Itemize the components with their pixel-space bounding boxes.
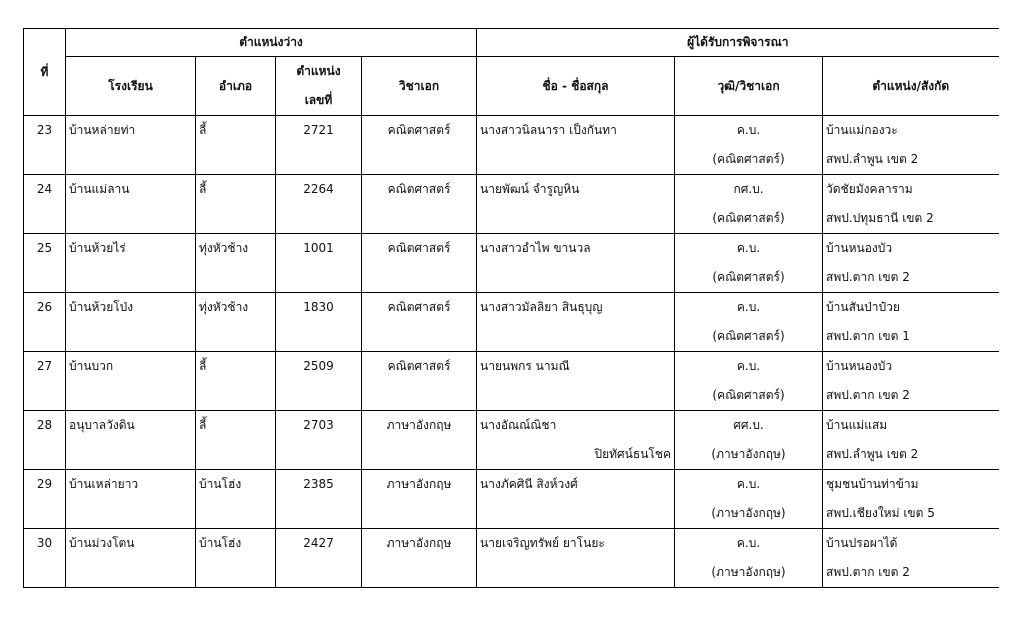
degree-major-text: (คณิตศาสตร์)	[712, 270, 785, 284]
school-cell: บ้านม่วงโตน	[66, 529, 196, 588]
current-school-text: บ้านแม่กองวะ	[826, 123, 898, 137]
col-no-header: ที่	[24, 29, 66, 116]
position-no-cell: 2509	[276, 352, 362, 411]
position-no-cell: 2703	[276, 411, 362, 470]
degree-text: ค.บ.	[736, 359, 761, 373]
current-post-cell	[823, 411, 999, 470]
table-row	[24, 234, 999, 293]
school-cell: บ้านหล่ายท่า	[66, 116, 196, 175]
table-row	[24, 411, 999, 470]
district-header: อำเภอ	[196, 57, 276, 116]
current-school-text: ชุมชนบ้านท่าข้าม	[826, 477, 919, 491]
name-text-continued	[480, 145, 671, 174]
vacancy-group-header: ตำแหน่งว่าง	[66, 29, 477, 57]
position-no-cell: 2427	[276, 529, 362, 588]
district-cell: ลี้	[196, 411, 276, 470]
district-cell: บ้านโฮ่ง	[196, 470, 276, 529]
current-school-text: วัดชัยมังคลาราม	[826, 182, 913, 196]
position-no-cell: 2721	[276, 116, 362, 175]
document-page	[23, 28, 998, 588]
degree-header: วุฒิ/วิชาเอก	[675, 57, 823, 116]
degree-cell	[675, 293, 823, 352]
position-no-cell: 2385	[276, 470, 362, 529]
position-no-cell: 1830	[276, 293, 362, 352]
office-text: สพป.ตาก เขต 2	[826, 565, 910, 579]
degree-cell	[675, 175, 823, 234]
degree-major-text: (ภาษาอังกฤษ)	[711, 447, 786, 461]
school-cell: บ้านห้วยโป่ง	[66, 293, 196, 352]
name-text-continued	[480, 558, 671, 587]
office-text: สพป.ลำพูน เขต 2	[826, 447, 919, 461]
row-number: 24	[24, 175, 66, 234]
school-cell: บ้านบวก	[66, 352, 196, 411]
position-no-cell: 1001	[276, 234, 362, 293]
assignment-table	[23, 28, 999, 588]
row-number: 28	[24, 411, 66, 470]
major-cell: คณิตศาสตร์	[362, 352, 477, 411]
district-cell: ทุ่งหัวช้าง	[196, 293, 276, 352]
degree-major-text: (คณิตศาสตร์)	[712, 152, 785, 166]
degree-major-text: (ภาษาอังกฤษ)	[711, 506, 786, 520]
degree-cell	[675, 352, 823, 411]
current-post-cell	[823, 529, 999, 588]
current-post-cell	[823, 470, 999, 529]
degree-cell	[675, 470, 823, 529]
degree-major-text: (คณิตศาสตร์)	[712, 211, 785, 225]
district-cell: ลี้	[196, 352, 276, 411]
name-cell	[477, 175, 675, 234]
current-post-cell	[823, 293, 999, 352]
degree-text: กศ.บ.	[733, 182, 764, 196]
degree-cell	[675, 116, 823, 175]
name-text: นางภัคศินี สิงห์วงศ์	[480, 477, 578, 491]
district-cell: ทุ่งหัวช้าง	[196, 234, 276, 293]
current-post-cell	[823, 234, 999, 293]
name-cell	[477, 352, 675, 411]
table-row	[24, 352, 999, 411]
degree-text: ศศ.บ.	[733, 418, 764, 432]
office-text: สพป.ตาก เขต 1	[826, 329, 910, 343]
name-text-continued	[480, 499, 671, 528]
major-cell: คณิตศาสตร์	[362, 116, 477, 175]
name-text: นางอัณณ์ณิชา	[480, 418, 557, 432]
name-text: นางสาวอำไพ ขานวล	[480, 241, 591, 255]
district-cell: ลี้	[196, 175, 276, 234]
degree-cell	[675, 529, 823, 588]
name-cell	[477, 116, 675, 175]
degree-text: ค.บ.	[736, 477, 761, 491]
degree-cell	[675, 234, 823, 293]
school-cell: บ้านเหล่ายาว	[66, 470, 196, 529]
current-school-text: บ้านปรอผาได้	[826, 536, 898, 550]
major-cell: ภาษาอังกฤษ	[362, 470, 477, 529]
position-no-header-line2: เลขที่	[304, 93, 333, 107]
school-cell: อนุบาลวังดิน	[66, 411, 196, 470]
name-text: นายพัฒน์ จำรูญหิน	[480, 182, 580, 196]
current-school-text: บ้านแม่แสม	[826, 418, 888, 432]
current-school-text: บ้านหนองบัว	[826, 359, 893, 373]
table-row	[24, 116, 999, 175]
current-post-cell	[823, 116, 999, 175]
major-cell: คณิตศาสตร์	[362, 175, 477, 234]
degree-cell	[675, 411, 823, 470]
table-row	[24, 293, 999, 352]
column-header-row	[24, 57, 999, 116]
degree-text: ค.บ.	[736, 241, 761, 255]
name-text-continued	[480, 263, 671, 292]
current-school-text: บ้านหนองบัว	[826, 241, 893, 255]
name-text: นางสาวมัลลิยา สินธุบุญ	[480, 300, 603, 314]
degree-text: ค.บ.	[736, 123, 761, 137]
degree-major-text: (คณิตศาสตร์)	[712, 388, 785, 402]
name-text: นางสาวนิลนารา เป็งกันทา	[480, 123, 617, 137]
name-text: นายเจริญทรัพย์ ยาโนยะ	[480, 536, 605, 550]
office-text: สพป.ลำพูน เขต 2	[826, 152, 919, 166]
current-post-cell	[823, 175, 999, 234]
row-number: 26	[24, 293, 66, 352]
major-cell: คณิตศาสตร์	[362, 234, 477, 293]
degree-text: ค.บ.	[736, 300, 761, 314]
name-text-continued	[480, 381, 671, 410]
name-cell	[477, 411, 675, 470]
selected-group-header: ผู้ได้รับการพิจารณา	[477, 29, 999, 57]
office-text: สพป.ตาก เขต 2	[826, 388, 910, 402]
name-text-continued	[480, 204, 671, 233]
major-header: วิชาเอก	[362, 57, 477, 116]
name-text-continued	[480, 322, 671, 351]
row-number: 27	[24, 352, 66, 411]
row-number: 29	[24, 470, 66, 529]
name-cell	[477, 293, 675, 352]
degree-major-text: (คณิตศาสตร์)	[712, 329, 785, 343]
name-cell	[477, 470, 675, 529]
school-cell: บ้านห้วยไร่	[66, 234, 196, 293]
school-header: โรงเรียน	[66, 57, 196, 116]
row-number: 25	[24, 234, 66, 293]
school-cell: บ้านแม่ลาน	[66, 175, 196, 234]
name-text-continued: ปิยทัศน์ธนโชค	[594, 447, 672, 461]
degree-text: ค.บ.	[736, 536, 761, 550]
office-text: สพป.ตาก เขต 2	[826, 270, 910, 284]
current-post-header: ตำแหน่ง/สังกัด	[823, 57, 999, 116]
name-header: ชื่อ - ชื่อสกุล	[477, 57, 675, 116]
table-row	[24, 470, 999, 529]
name-cell	[477, 529, 675, 588]
name-cell	[477, 234, 675, 293]
district-cell: บ้านโฮ่ง	[196, 529, 276, 588]
major-cell: คณิตศาสตร์	[362, 293, 477, 352]
row-number: 23	[24, 116, 66, 175]
current-school-text: บ้านสันป่าป๋วย	[826, 300, 900, 314]
row-number: 30	[24, 529, 66, 588]
position-no-header-line1: ตำแหน่ง	[296, 64, 341, 78]
major-cell: ภาษาอังกฤษ	[362, 411, 477, 470]
office-text: สพป.เชียงใหม่ เขต 5	[826, 506, 935, 520]
office-text: สพป.ปทุมธานี เขต 2	[826, 211, 934, 225]
table-row	[24, 175, 999, 234]
position-no-cell: 2264	[276, 175, 362, 234]
district-cell: ลี้	[196, 116, 276, 175]
name-text: นายนพกร นามณี	[480, 359, 570, 373]
current-post-cell	[823, 352, 999, 411]
table-row	[24, 529, 999, 588]
degree-major-text: (ภาษาอังกฤษ)	[711, 565, 786, 579]
major-cell: ภาษาอังกฤษ	[362, 529, 477, 588]
position-no-header	[276, 57, 362, 116]
group-header-row	[24, 29, 999, 57]
